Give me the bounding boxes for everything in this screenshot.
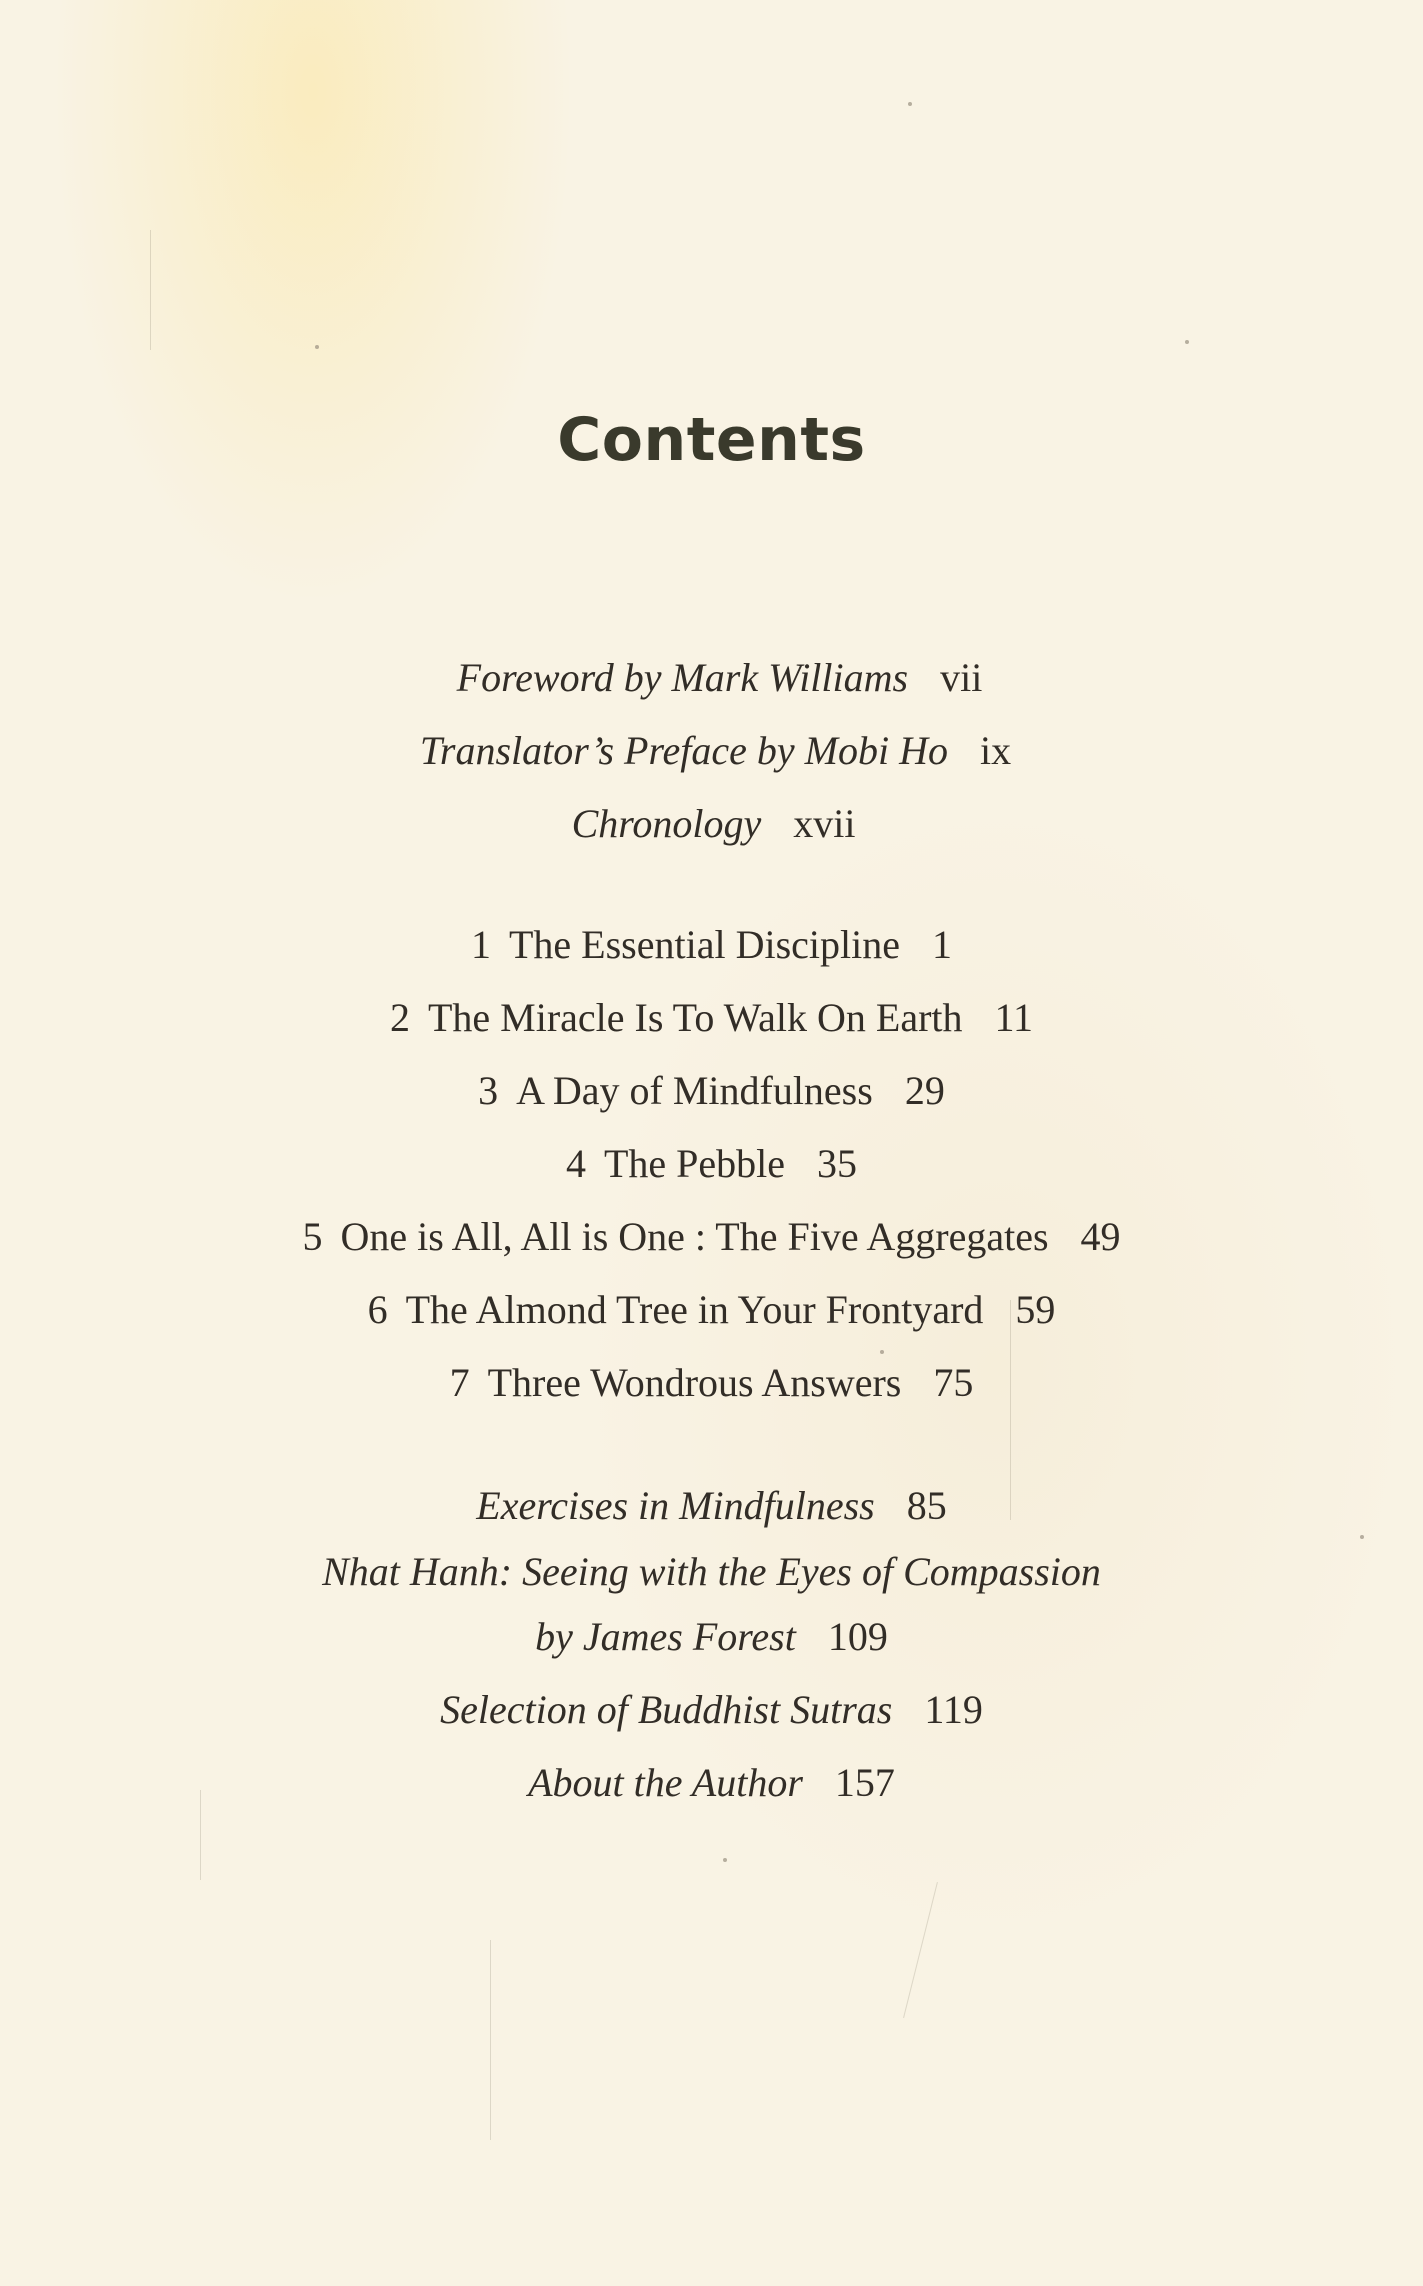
toc-entry-page: vii <box>940 655 983 700</box>
toc-chapter-2 <box>0 993 1423 1043</box>
toc-chapter-5 <box>0 1212 1423 1262</box>
toc-entry-title: Nhat Hanh: Seeing with the Eyes of Compassion <box>322 1549 1101 1594</box>
toc-entry-title: Foreword by Mark Williams <box>456 655 909 700</box>
chapter-title: Three Wondrous Answers <box>487 1360 902 1405</box>
toc-chapter-6 <box>0 1285 1423 1335</box>
toc-entry-translators-preface <box>4 726 1423 776</box>
toc-entry-essay-byline <box>0 1612 1423 1662</box>
paper-crease <box>490 1940 491 2140</box>
chapter-page: 11 <box>994 995 1034 1040</box>
paper-crease <box>903 1882 938 2018</box>
toc-entry-essay-title <box>0 1547 1423 1597</box>
toc-chapter-7 <box>0 1358 1423 1408</box>
page-title: Contents <box>557 405 866 475</box>
toc-entry-foreword <box>8 653 1423 703</box>
toc-entry-page: 119 <box>924 1687 983 1732</box>
toc-entry-page: 109 <box>827 1614 888 1659</box>
chapter-title: The Essential Discipline <box>508 922 900 967</box>
chapter-number: 7 <box>449 1360 470 1405</box>
chapter-page: 29 <box>904 1068 945 1113</box>
chapter-number: 4 <box>565 1141 586 1186</box>
toc-entry-title: Translator’s Preface by Mobi Ho <box>419 728 949 773</box>
toc-entry-chronology <box>2 799 1423 849</box>
paper-speck <box>1185 340 1189 344</box>
chapter-number: 6 <box>367 1287 388 1332</box>
chapter-title: A Day of Mindfulness <box>516 1068 873 1113</box>
chapter-number: 5 <box>302 1214 323 1259</box>
paper-crease <box>150 230 151 350</box>
chapter-title: The Almond Tree in Your Frontyard <box>405 1287 984 1332</box>
paper-speck <box>880 1350 884 1354</box>
chapter-number: 2 <box>389 995 410 1040</box>
toc-entry-page: 157 <box>834 1760 895 1805</box>
toc-chapter-4 <box>0 1139 1423 1189</box>
chapter-page: 75 <box>933 1360 974 1405</box>
toc-entry-page: 85 <box>906 1483 947 1528</box>
paper-speck <box>908 102 912 106</box>
toc-entry-exercises <box>0 1481 1423 1531</box>
chapter-number: 1 <box>470 922 491 967</box>
chapter-page: 1 <box>932 922 952 967</box>
toc-entry-title: About the Author <box>528 1760 803 1805</box>
chapter-title: The Pebble <box>603 1141 786 1186</box>
toc-entry-page: ix <box>980 728 1012 773</box>
toc-entry-byline: by James Forest <box>535 1614 796 1659</box>
chapter-page: 35 <box>817 1141 858 1186</box>
chapter-number: 3 <box>478 1068 499 1113</box>
chapter-title: One is All, All is One : The Five Aggregates <box>340 1214 1049 1259</box>
toc-entry-title: Chronology <box>571 801 762 846</box>
chapter-page: 49 <box>1080 1214 1121 1259</box>
toc-entry-about-author <box>0 1758 1423 1808</box>
chapter-title: The Miracle Is To Walk On Earth <box>427 995 963 1040</box>
paper-speck <box>723 1858 727 1862</box>
chapter-page: 59 <box>1015 1287 1056 1332</box>
paper-speck <box>1360 1535 1364 1539</box>
paper-speck <box>315 345 319 349</box>
toc-entry-page: xvii <box>793 801 856 846</box>
toc-chapter-1 <box>0 920 1423 970</box>
toc-chapter-3 <box>0 1066 1423 1116</box>
toc-entry-title: Selection of Buddhist Sutras <box>440 1687 893 1732</box>
toc-entry-title: Exercises in Mindfulness <box>476 1483 875 1528</box>
toc-entry-sutras <box>0 1685 1423 1735</box>
